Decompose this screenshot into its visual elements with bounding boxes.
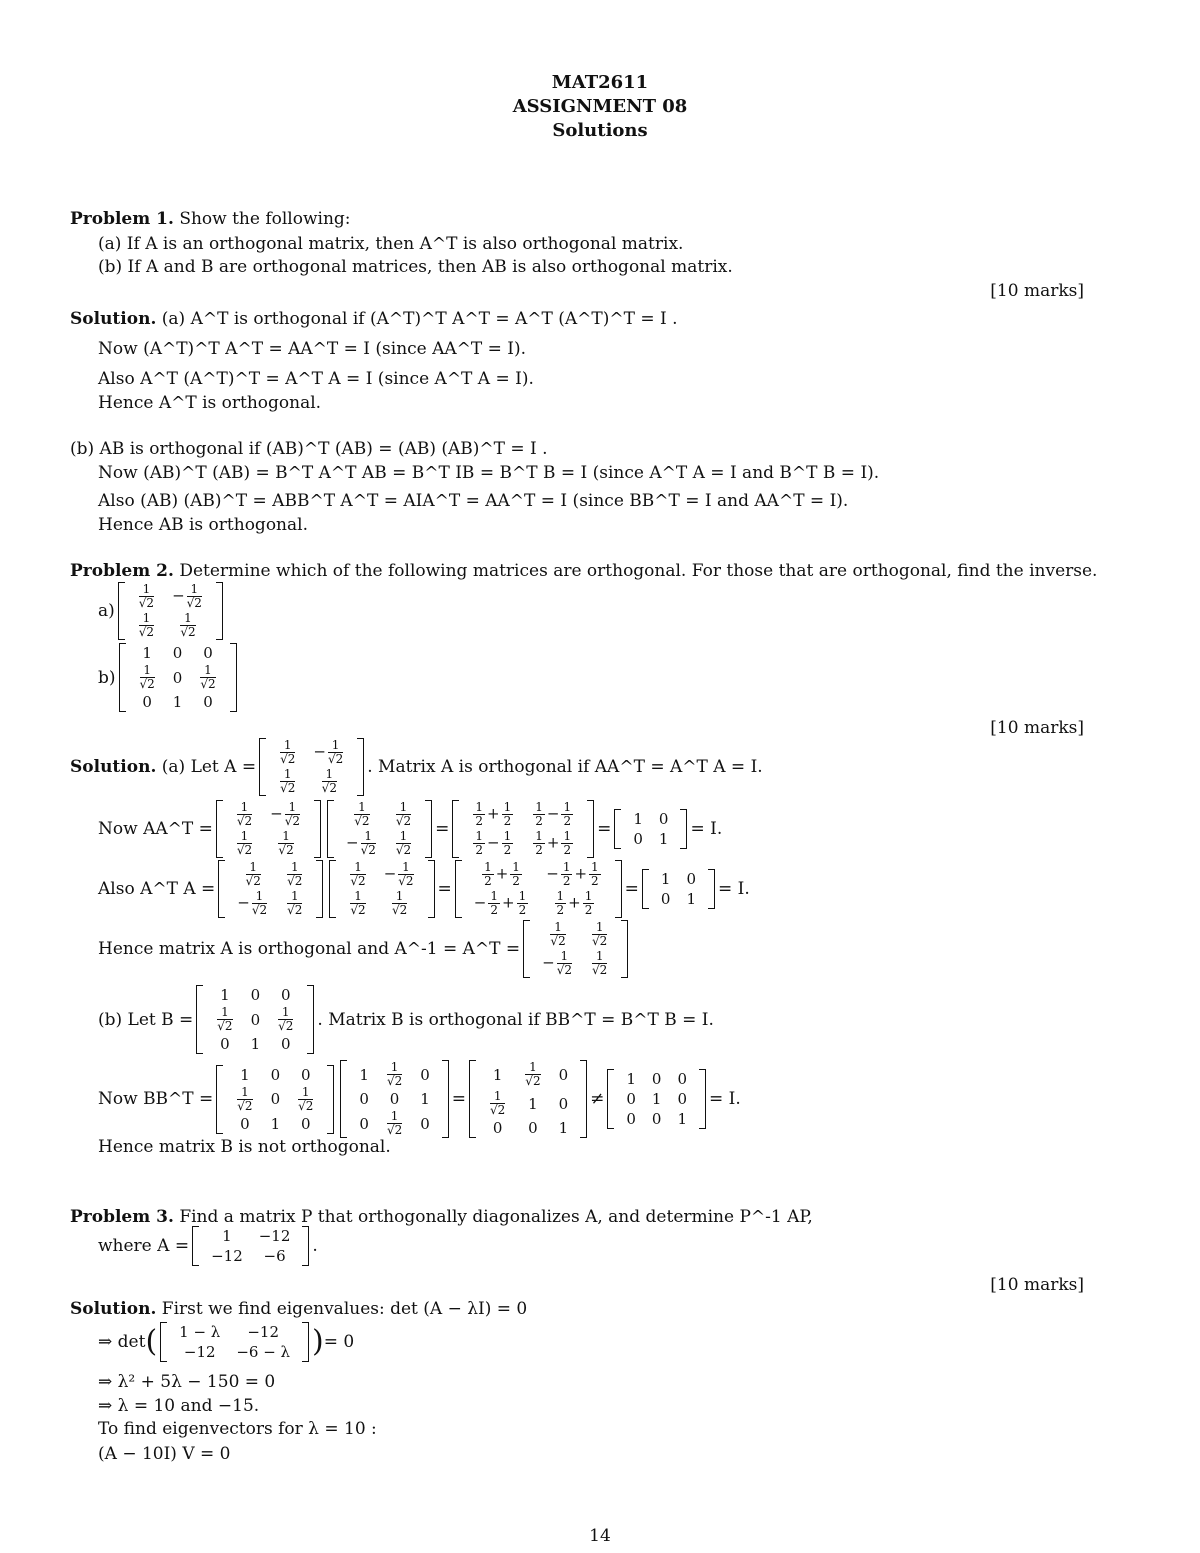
problem2-now-bbt: Now BB^T = 1 0 0 $\frac{1}{√2}$ 0 $\frac{1}{√2}$ 0 1 0 1 $\frac{1}{√2}$ 0 0 0 1 0 $\frac{1}{√2}$ 0 = 1 $\frac{1}{√2}$ 0 $\frac{1}{√2}$ 1 0 0 0 1 ≠ 1 0 0 0 1 0 0 0 1 = I. [98, 1060, 741, 1137]
matrix: $\frac{1}{2}$ + $\frac{1}{2}$ − $\frac{1}{2}$ + $\frac{1}{2}$ − $\frac{1}{2}$ + $\frac{1}{2}$ $\frac{1}{2}$ + $\frac{1}{2}$ [455, 860, 622, 918]
solution-label: Solution. [70, 309, 157, 329]
problem1-solution-a1 [70, 308, 678, 330]
problem3-matrix: where A = 1 −12 −12 −6 . [98, 1227, 318, 1265]
matrix-b-label: b) [98, 667, 116, 688]
problem2-solution-a-intro [70, 738, 763, 796]
matrix: $\frac{1}{√2}$ $\frac{1}{√2}$ − $\frac{1}{√2}$ $\frac{1}{√2}$ [218, 860, 323, 918]
problem3-solution-3: ⇒ λ² + 5λ − 150 = 0 [98, 1372, 276, 1392]
identity-matrix: 1 0 0 1 [614, 809, 687, 849]
matrix: $\frac{1}{√2}$ $\frac{1}{√2}$ − $\frac{1}{√2}$ $\frac{1}{√2}$ [523, 920, 628, 978]
matrix: 1 0 0 $\frac{1}{√2}$ 0 $\frac{1}{√2}$ 0 1 0 [119, 643, 237, 712]
problem3-solution-4: ⇒ λ = 10 and −15. [98, 1396, 260, 1416]
problem1-solution-a2: Now (A^T)^T A^T = AA^T = I (since AA^T = I). [98, 339, 527, 359]
problem1-solution-b4: Hence AB is orthogonal. [98, 515, 308, 535]
problem2-hence-a [98, 920, 631, 978]
problem2-hence-b: Hence matrix B is not orthogonal. [98, 1137, 391, 1157]
matrix: $\frac{1}{√2}$ − $\frac{1}{√2}$ $\frac{1}{√2}$ $\frac{1}{√2}$ [216, 800, 321, 858]
where-text: where A = [98, 1236, 190, 1256]
problem3-statement: Find a matrix P that orthogonally diagonalizes A, and determine P^-1 AP, [179, 1207, 813, 1227]
problem3-label: Problem 3. [70, 1207, 174, 1227]
now-b-label: Now BB^T = [98, 1089, 214, 1109]
matrix: $\frac{1}{√2}$ − $\frac{1}{√2}$ $\frac{1}{√2}$ $\frac{1}{√2}$ [329, 860, 434, 918]
solution-label: Solution. [70, 1299, 157, 1319]
matrix: 1 −12 −12 −6 [192, 1226, 309, 1266]
matrix: $\frac{1}{√2}$ − $\frac{1}{√2}$ $\frac{1}{√2}$ $\frac{1}{√2}$ [118, 582, 223, 640]
problem3-marks: [10 marks] [990, 1275, 1084, 1295]
problem2-statement: Determine which of the following matrices are orthogonal. For those that are orthogonal, find the inverse. [179, 561, 1098, 581]
problem2-now-aat: Now AA^T = $\frac{1}{√2}$ − $\frac{1}{√2}$ $\frac{1}{√2}$ $\frac{1}{√2}$ $\frac{1}{√2}$ $\frac{1}{√2}$ − $\frac{1}{√2}$ $\frac{1}{√2}$ = $\frac{1}{2}$ + $\frac{1}{2}$ $\frac{1}{2}$ − $\frac{1}{2}$ $\frac{1}{2}$ − $\frac{1}{2}$ $\frac{1}{2}$ + $\frac{1}{2}$ = 1 0 0 1 = I. [98, 800, 723, 857]
problem2-also-ata: Also A^T A = $\frac{1}{√2}$ $\frac{1}{√2}$ − $\frac{1}{√2}$ $\frac{1}{√2}$ $\frac{1}{√2}$ − $\frac{1}{√2}$ $\frac{1}{√2}$ $\frac{1}{√2}$ = $\frac{1}{2}$ + $\frac{1}{2}$ − $\frac{1}{2}$ + $\frac{1}{2}$ − $\frac{1}{2}$ + $\frac{1}{2}$ $\frac{1}{2}$ + $\frac{1}{2}$ = 1 0 0 1 = I. [98, 860, 750, 917]
problem1-part-a: (a) If A is an orthogonal matrix, then A^T is also orthogonal matrix. [98, 234, 684, 254]
problem3-determinant: ⇒ det ( 1 − λ −12 −12 −6 − λ ) = 0 [98, 1323, 355, 1361]
matrix: 1 $\frac{1}{√2}$ 0 0 0 1 0 $\frac{1}{√2}$ 0 [340, 1060, 448, 1138]
problem1-part-b: (b) If A and B are orthogonal matrices, then AB is also orthogonal matrix. [98, 257, 733, 277]
matrix: 1 0 0 $\frac{1}{√2}$ 0 $\frac{1}{√2}$ 0 1 0 [216, 1065, 334, 1134]
problem1-statement: Show the following: [179, 209, 351, 229]
problem1-solution-b2: Now (AB)^T (AB) = B^T A^T AB = B^T IB = B^T B = I (since A^T A = I and B^T B = I). [98, 463, 880, 483]
solution-text: (a) A^T is orthogonal if (A^T)^T A^T = A^T (A^T)^T = I . [161, 309, 678, 329]
problem3-solution-5: To find eigenvectors for λ = 10 : [98, 1419, 377, 1439]
matrix: 1 − λ −12 −12 −6 − λ [160, 1322, 309, 1362]
problem2-marks: [10 marks] [990, 718, 1084, 738]
solution-label: Solution. [70, 757, 157, 777]
page-number: 14 [589, 1526, 611, 1546]
problem1-solution-a4: Hence A^T is orthogonal. [98, 393, 322, 413]
identity-matrix: 1 0 0 1 [642, 869, 715, 909]
problem3-solution-6: (A − 10I) V = 0 [98, 1444, 231, 1464]
problem2-matrix-b [98, 643, 240, 712]
now-label: Now AA^T = [98, 819, 213, 839]
problem1-label: Problem 1. [70, 209, 174, 229]
matrix: $\frac{1}{√2}$ $\frac{1}{√2}$ − $\frac{1}{√2}$ $\frac{1}{√2}$ [327, 800, 432, 858]
problem1-solution-b1: (b) AB is orthogonal if (AB)^T (AB) = (AB) (AB)^T = I . [70, 439, 548, 459]
course-code: MAT2611 [551, 72, 649, 93]
problem2-solution-b-intro [98, 985, 714, 1054]
problem2-matrix-a [98, 582, 226, 640]
matrix: $\frac{1}{2}$ + $\frac{1}{2}$ $\frac{1}{2}$ − $\frac{1}{2}$ $\frac{1}{2}$ − $\frac{1}{2}$ $\frac{1}{2}$ + $\frac{1}{2}$ [452, 800, 594, 858]
let-b-text: (b) Let B = [98, 1009, 194, 1030]
matrix-a-label: a) [98, 601, 115, 621]
det-label: ⇒ det [98, 1332, 146, 1352]
problem1-solution-a3: Also A^T (A^T)^T = A^T A = I (since A^T A = I). [98, 369, 534, 389]
problem1-marks: [10 marks] [990, 281, 1084, 301]
subtitle: Solutions [552, 120, 648, 141]
identity-matrix: 1 0 0 0 1 0 0 0 1 [607, 1069, 706, 1129]
assignment-title: ASSIGNMENT 08 [512, 96, 688, 117]
hence-a-text: Hence matrix A is orthogonal and A^-1 = A^T = [98, 939, 521, 959]
matrix: $\frac{1}{√2}$ − $\frac{1}{√2}$ $\frac{1}{√2}$ $\frac{1}{√2}$ [259, 738, 364, 796]
problem1-solution-b3: Also (AB) (AB)^T = ABB^T A^T = AIA^T = AA^T = I (since BB^T = I and AA^T = I). [98, 491, 849, 511]
orthogonal-condition-b: . Matrix B is orthogonal if BB^T = B^T B = I. [317, 1009, 714, 1030]
matrix: 1 0 0 $\frac{1}{√2}$ 0 $\frac{1}{√2}$ 0 1 0 [196, 985, 314, 1054]
problem2-heading [70, 560, 1097, 582]
problem1-heading [70, 208, 351, 230]
orthogonal-condition: . Matrix A is orthogonal if AA^T = A^T A = I. [367, 757, 763, 777]
problem2-label: Problem 2. [70, 561, 174, 581]
problem3-heading [70, 1206, 813, 1228]
let-a-text: (a) Let A = [161, 757, 257, 777]
solution-text: First we find eigenvalues: det (A − λI) = 0 [161, 1299, 528, 1319]
problem3-solution-1 [70, 1298, 527, 1320]
also-label: Also A^T A = [98, 879, 216, 899]
matrix: 1 $\frac{1}{√2}$ 0 $\frac{1}{√2}$ 1 0 0 0 1 [469, 1060, 587, 1138]
